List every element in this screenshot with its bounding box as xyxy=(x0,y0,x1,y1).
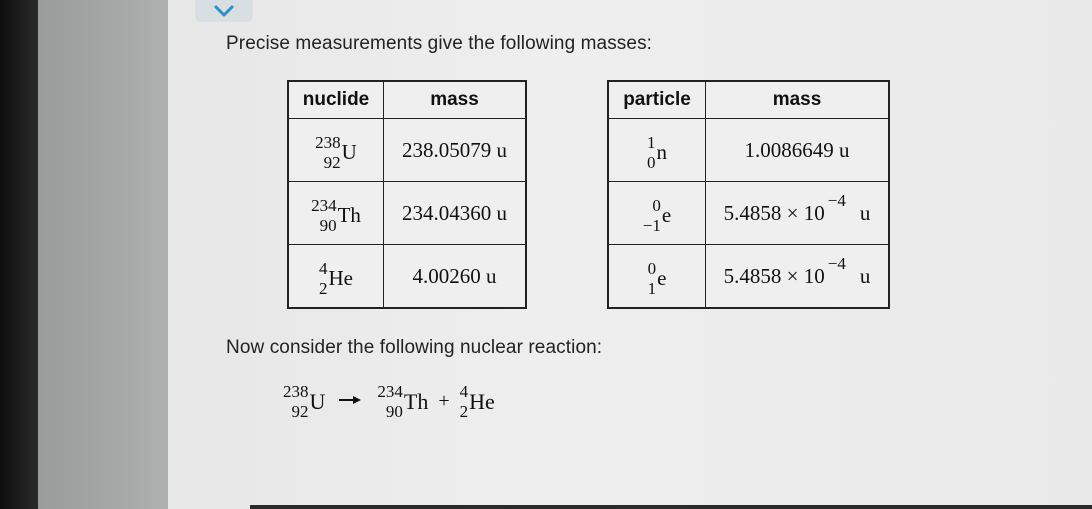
particle-electron xyxy=(643,197,671,234)
product-helium xyxy=(460,383,495,420)
nuclide-mass-table xyxy=(287,80,527,309)
nuclear-reaction-equation xyxy=(283,383,495,420)
element-symbol: He xyxy=(328,266,353,290)
atomic-number: 2 xyxy=(459,402,469,421)
table-row xyxy=(608,182,889,245)
mass-cell xyxy=(706,245,890,309)
chevron-down-icon xyxy=(213,4,235,18)
left-margin xyxy=(38,0,168,509)
scientific-mass xyxy=(706,191,888,226)
mass-cell: 1.0086649 u xyxy=(706,119,890,182)
mass-number: 0 xyxy=(652,196,661,215)
mass-mantissa: 5.4858 × 10 xyxy=(723,200,825,225)
nuclide-uranium xyxy=(315,134,357,171)
mass-number: 234 xyxy=(311,196,337,215)
plus-sign: + xyxy=(438,390,450,412)
atomic-number: 90 xyxy=(319,216,337,235)
nuclide-helium xyxy=(319,260,353,297)
particle-cell xyxy=(608,245,706,309)
particle-cell xyxy=(608,182,706,245)
reaction-intro-text: Now consider the following nuclear reaction: xyxy=(226,337,603,358)
mass-unit: u xyxy=(859,200,871,225)
atomic-number: 90 xyxy=(385,402,403,421)
table-row xyxy=(288,182,526,245)
nuclide-thorium xyxy=(311,197,361,234)
table-header-row xyxy=(608,81,889,119)
left-frame-edge xyxy=(0,0,38,509)
element-symbol: U xyxy=(309,388,326,414)
mass-number: 238 xyxy=(315,133,341,152)
atomic-number: −1 xyxy=(642,216,661,235)
mass-cell xyxy=(706,182,890,245)
table-row xyxy=(608,245,889,309)
mass-number: 238 xyxy=(283,382,309,401)
table-row xyxy=(608,119,889,182)
particle-neutron xyxy=(647,134,667,171)
nuclide-cell xyxy=(288,245,384,309)
mass-number: 1 xyxy=(647,133,656,152)
reactant-uranium xyxy=(283,383,325,420)
atomic-number: 0 xyxy=(647,153,656,172)
element-symbol: Th xyxy=(403,388,429,414)
header-mass: mass xyxy=(384,81,527,119)
table-header-row xyxy=(288,81,526,119)
product-thorium xyxy=(377,383,428,420)
nuclide-cell xyxy=(288,182,384,245)
element-symbol: U xyxy=(341,140,357,164)
mass-exponent: −4 xyxy=(827,254,846,273)
mass-cell: 238.05079 u xyxy=(384,119,527,182)
mass-cell: 4.00260 u xyxy=(384,245,527,309)
header-particle: particle xyxy=(608,81,706,119)
atomic-number: 92 xyxy=(323,153,341,172)
mass-number: 234 xyxy=(377,382,403,401)
atomic-number: 2 xyxy=(319,279,328,298)
element-symbol: He xyxy=(469,388,495,414)
mass-mantissa: 5.4858 × 10 xyxy=(723,263,825,288)
particle-symbol: n xyxy=(656,140,667,164)
mass-number: 4 xyxy=(459,382,469,401)
particle-cell xyxy=(608,119,706,182)
element-symbol: Th xyxy=(337,203,361,227)
table-row xyxy=(288,245,526,309)
mass-unit: u xyxy=(859,263,871,288)
table-row xyxy=(288,119,526,182)
right-arrow-icon xyxy=(337,393,363,411)
particle-positron xyxy=(648,260,667,297)
collapse-button[interactable] xyxy=(195,0,253,22)
scientific-mass xyxy=(706,254,888,289)
intro-text: Precise measurements give the following masses: xyxy=(226,33,653,54)
atomic-number: 1 xyxy=(647,279,657,298)
nuclide-cell xyxy=(288,119,384,182)
particle-mass-table xyxy=(607,80,890,309)
header-mass: mass xyxy=(706,81,890,119)
page-bottom-edge xyxy=(250,505,1092,509)
atomic-number: 92 xyxy=(291,402,309,421)
mass-number: 4 xyxy=(319,259,328,278)
particle-symbol: e xyxy=(657,266,667,290)
particle-symbol: e xyxy=(661,203,672,227)
mass-number: 0 xyxy=(647,259,657,278)
mass-cell: 234.04360 u xyxy=(384,182,527,245)
mass-exponent: −4 xyxy=(827,191,846,210)
header-nuclide: nuclide xyxy=(288,81,384,119)
